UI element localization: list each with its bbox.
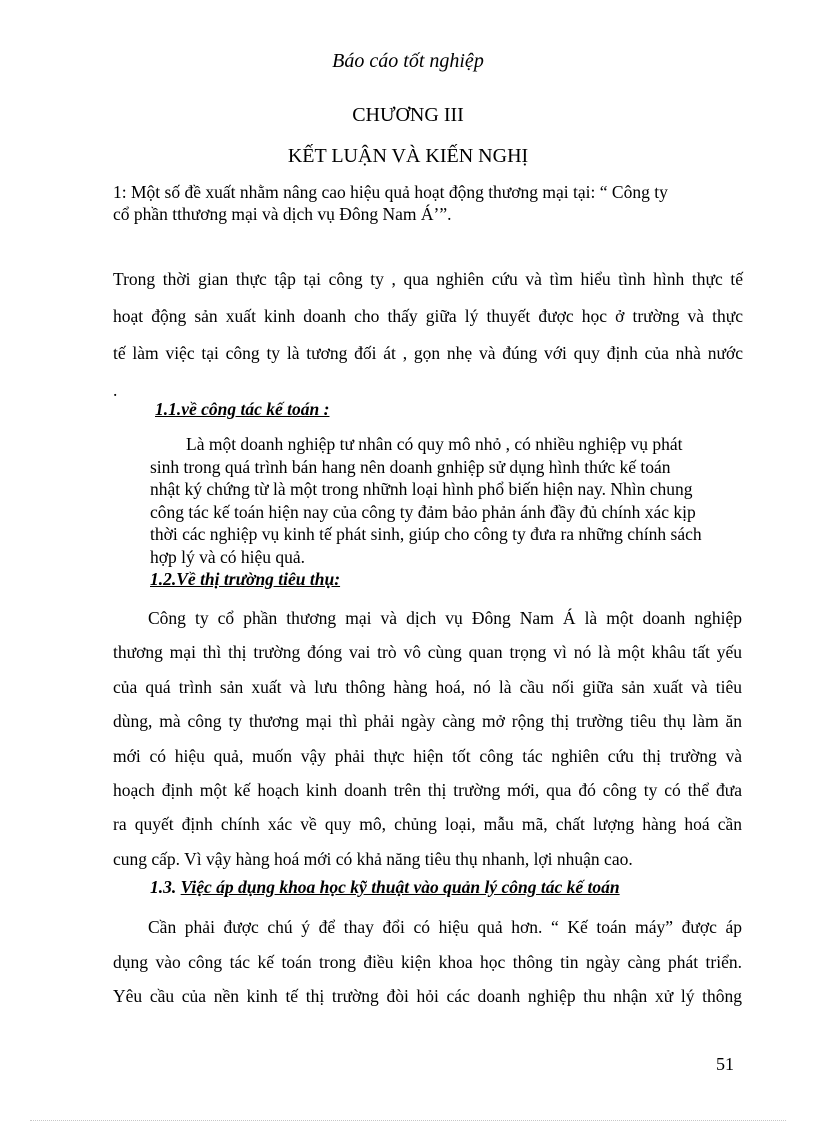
text-line: Là một doanh nghiệp tư nhân có quy mô nhỏ , có nhiều nghiệp vụ phát: [186, 434, 683, 454]
text-line: thời các nghiệp vụ kinh tế phát sinh, giúp cho công ty đưa ra những chính sách: [150, 524, 702, 544]
text-line: ra quyết định chính xác về quy mô, chủng loại, mẫu mã, chất lượng hàng hoá cần: [113, 814, 742, 835]
section-heading-1-3: [150, 877, 620, 898]
text-line: hoạt động sản xuất kinh doanh cho thấy giữa lý thuyết được học ở trường và thực: [113, 306, 743, 326]
text-line: công tác kế toán hiện nay của công ty đảm bảo phản ánh đầy đủ chính xác kịp: [150, 501, 696, 522]
page-edge-divider: [30, 1120, 786, 1121]
text-line: dụng vào công tác kế toán trong điều kiện khoa học thông tin ngày càng phát triển.: [113, 951, 742, 972]
section-title: Việc áp dụng khoa học kỹ thuật vào quản lý công tác kế toán: [180, 877, 620, 897]
text-line: hoạch định một kế hoạch kinh doanh trên thị trường mới, qua đó công ty có thể đưa: [113, 780, 742, 801]
section-number: 1.3.: [150, 877, 177, 897]
text-line: dùng, mà công ty thương mại thì phải ngày càng mở rộng thị trường tiêu thụ làm ăn: [113, 711, 742, 732]
chapter-title: KẾT LUẬN VÀ KIẾN NGHỊ: [287, 145, 529, 167]
text-line: của quá trình sản xuất và lưu thông hàng hoá, nó là cầu nối giữa sản xuất và tiêu: [113, 676, 742, 697]
section-1-2-body: [113, 601, 742, 876]
text-line: mới có hiệu quả, muốn vậy phải thực hiện tốt công tác nghiên cứu thị trường và: [113, 745, 742, 766]
text-line: Cần phải được chú ý để thay đổi có hiệu quả hơn. “ Kế toán máy” được áp: [148, 917, 742, 937]
section-heading-1-1: 1.1.về công tác kế toán :: [155, 399, 330, 419]
text-line: thương mại thì thị trường đóng vai trò vô cùng quan trọng vì nó là một khâu tất yếu: [113, 642, 742, 663]
text-line: Yêu cầu của nền kinh tế thị trường đòi hỏi các doanh nghiệp thu nhận xử lý thông: [113, 986, 742, 1007]
text-line: hợp lý và có hiệu quả.: [150, 546, 306, 567]
section-1-1-body: [150, 433, 750, 568]
text-line: nhật ký chứng từ là một trong nhữnh loại hình phổ biến hiện nay. Nhìn chung: [150, 479, 693, 499]
body-paragraph-1: [113, 261, 743, 409]
chapter-label: CHƯƠNG III: [352, 104, 464, 126]
text-line: .: [113, 380, 118, 400]
text-line: cung cấp. Vì vậy hàng hoá mới có khả năng tiêu thụ nhanh, lợi nhuận cao.: [113, 848, 633, 869]
intro-paragraph: [113, 181, 753, 225]
section-1-3-body: [113, 910, 742, 1014]
section-heading-1-2: 1.2.Về thị trường tiêu thụ:: [150, 569, 341, 589]
text-line: sinh trong quá trình bán hang nên doanh gnhiệp sử dụng hình thức kế toán: [150, 456, 671, 477]
text-line: 1: Một số đề xuất nhằm nâng cao hiệu quả hoạt động thương mại tại: “ Công ty: [113, 182, 668, 202]
page-number: 51: [716, 1054, 734, 1074]
text-line: cổ phần tthương mại và dịch vụ Đông Nam Á’”.: [113, 204, 452, 224]
text-line: Trong thời gian thực tập tại công ty , qua nghiên cứu và tìm hiểu tình hình thực tế: [113, 269, 743, 289]
text-line: tế làm việc tại công ty là tương đối át , gọn nhẹ và đúng với quy định của nhà nước: [113, 343, 743, 363]
running-header: Báo cáo tốt nghiệp: [332, 50, 484, 72]
text-line: Công ty cổ phần thương mại và dịch vụ Đông Nam Á là một doanh nghiệp: [148, 608, 742, 628]
